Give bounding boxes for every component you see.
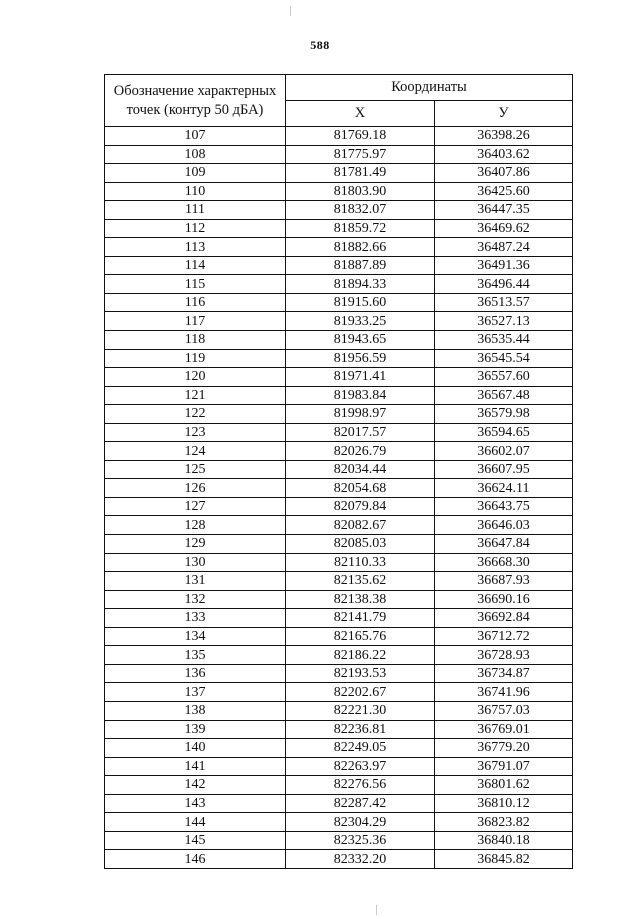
table-row [105, 627, 573, 646]
point-designation-header: Обозначение характерных точек (контур 50 дБА) [105, 75, 286, 127]
table-row [105, 164, 573, 183]
point-cell: 142 [105, 776, 286, 795]
y-coordinate-cell: 36407.86 [435, 164, 573, 183]
x-coordinate-cell: 81983.84 [286, 386, 435, 405]
table-row [105, 479, 573, 498]
x-coordinate-cell: 82325.36 [286, 831, 435, 850]
x-coordinate-cell: 82221.30 [286, 701, 435, 720]
table-row [105, 423, 573, 442]
point-cell: 137 [105, 683, 286, 702]
x-coordinate-cell: 81956.59 [286, 349, 435, 368]
table-row [105, 813, 573, 832]
point-cell: 118 [105, 331, 286, 350]
x-coordinate-cell: 82263.97 [286, 757, 435, 776]
table-row [105, 572, 573, 591]
table-row [105, 535, 573, 554]
x-coordinate-cell: 81894.33 [286, 275, 435, 294]
table-row [105, 460, 573, 479]
y-coordinate-cell: 36624.11 [435, 479, 573, 498]
point-cell: 124 [105, 442, 286, 461]
table-row [105, 368, 573, 387]
x-coordinate-cell: 82085.03 [286, 535, 435, 554]
point-cell: 110 [105, 182, 286, 201]
table-row [105, 720, 573, 739]
x-coordinate-cell: 82138.38 [286, 590, 435, 609]
y-coordinate-cell: 36567.48 [435, 386, 573, 405]
y-coordinate-cell: 36668.30 [435, 553, 573, 572]
table-row [105, 293, 573, 312]
table-row [105, 739, 573, 758]
x-coordinate-cell: 82026.79 [286, 442, 435, 461]
point-cell: 128 [105, 516, 286, 535]
point-cell: 145 [105, 831, 286, 850]
x-coordinate-cell: 81803.90 [286, 182, 435, 201]
table-row [105, 553, 573, 572]
point-cell: 132 [105, 590, 286, 609]
table-row [105, 516, 573, 535]
table-row [105, 776, 573, 795]
x-coordinate-cell: 81769.18 [286, 127, 435, 146]
scan-mark [290, 6, 291, 16]
x-coordinate-cell: 81859.72 [286, 219, 435, 238]
table-row [105, 331, 573, 350]
y-coordinate-cell: 36527.13 [435, 312, 573, 331]
y-coordinate-cell: 36823.82 [435, 813, 573, 832]
point-cell: 139 [105, 720, 286, 739]
y-coordinate-cell: 36447.35 [435, 201, 573, 220]
table-row [105, 238, 573, 257]
table-row [105, 590, 573, 609]
point-cell: 121 [105, 386, 286, 405]
table-row [105, 850, 573, 869]
table-header [105, 75, 573, 127]
point-cell: 119 [105, 349, 286, 368]
y-coordinate-cell: 36692.84 [435, 609, 573, 628]
y-coordinate-cell: 36840.18 [435, 831, 573, 850]
y-coordinate-cell: 36607.95 [435, 460, 573, 479]
y-coordinate-cell: 36513.57 [435, 293, 573, 312]
point-cell: 109 [105, 164, 286, 183]
x-coordinate-cell: 82276.56 [286, 776, 435, 795]
y-coordinate-cell: 36845.82 [435, 850, 573, 869]
y-coordinate-cell: 36403.62 [435, 145, 573, 164]
table-row [105, 405, 573, 424]
x-coordinate-cell: 81915.60 [286, 293, 435, 312]
point-cell: 120 [105, 368, 286, 387]
y-coordinate-cell: 36728.93 [435, 646, 573, 665]
y-coordinate-cell: 36810.12 [435, 794, 573, 813]
x-coordinate-cell: 82202.67 [286, 683, 435, 702]
y-coordinate-cell: 36690.16 [435, 590, 573, 609]
x-coordinate-cell: 82186.22 [286, 646, 435, 665]
y-coordinate-cell: 36646.03 [435, 516, 573, 535]
table-row [105, 757, 573, 776]
x-coordinate-cell: 81887.89 [286, 256, 435, 275]
x-coordinate-cell: 82110.33 [286, 553, 435, 572]
x-coordinate-cell: 82017.57 [286, 423, 435, 442]
point-cell: 127 [105, 497, 286, 516]
y-coordinate-cell: 36535.44 [435, 331, 573, 350]
y-coordinate-cell: 36769.01 [435, 720, 573, 739]
y-coordinate-cell: 36779.20 [435, 739, 573, 758]
y-coordinate-cell: 36496.44 [435, 275, 573, 294]
y-coordinate-cell: 36557.60 [435, 368, 573, 387]
table-row [105, 664, 573, 683]
y-coordinate-cell: 36734.87 [435, 664, 573, 683]
y-coordinate-cell: 36741.96 [435, 683, 573, 702]
y-coordinate-cell: 36801.62 [435, 776, 573, 795]
table-row [105, 349, 573, 368]
point-cell: 136 [105, 664, 286, 683]
table-row [105, 442, 573, 461]
point-cell: 122 [105, 405, 286, 424]
point-cell: 131 [105, 572, 286, 591]
point-cell: 113 [105, 238, 286, 257]
y-coordinate-cell: 36594.65 [435, 423, 573, 442]
point-cell: 134 [105, 627, 286, 646]
x-coordinate-cell: 82193.53 [286, 664, 435, 683]
x-coordinate-cell: 82141.79 [286, 609, 435, 628]
x-coordinate-cell: 82034.44 [286, 460, 435, 479]
table-row [105, 256, 573, 275]
table-body [105, 127, 573, 869]
table-row [105, 386, 573, 405]
x-coordinate-cell: 82054.68 [286, 479, 435, 498]
point-cell: 135 [105, 646, 286, 665]
point-cell: 117 [105, 312, 286, 331]
table-row [105, 831, 573, 850]
x-coordinate-cell: 81933.25 [286, 312, 435, 331]
point-cell: 144 [105, 813, 286, 832]
y-coordinate-cell: 36791.07 [435, 757, 573, 776]
table-row [105, 219, 573, 238]
x-coordinate-cell: 81998.97 [286, 405, 435, 424]
y-coordinate-cell: 36712.72 [435, 627, 573, 646]
point-cell: 146 [105, 850, 286, 869]
table-row [105, 312, 573, 331]
table-row [105, 497, 573, 516]
table-row [105, 794, 573, 813]
x-coordinate-cell: 82332.20 [286, 850, 435, 869]
y-coordinate-cell: 36647.84 [435, 535, 573, 554]
table-row [105, 145, 573, 164]
table-row [105, 609, 573, 628]
table-row [105, 127, 573, 146]
y-coordinate-cell: 36487.24 [435, 238, 573, 257]
x-coordinate-cell: 81971.41 [286, 368, 435, 387]
table-row [105, 275, 573, 294]
point-cell: 125 [105, 460, 286, 479]
point-cell: 112 [105, 219, 286, 238]
y-coordinate-cell: 36491.36 [435, 256, 573, 275]
table-row [105, 683, 573, 702]
x-coordinate-cell: 82135.62 [286, 572, 435, 591]
table-row [105, 646, 573, 665]
point-cell: 140 [105, 739, 286, 758]
point-cell: 115 [105, 275, 286, 294]
y-coordinate-cell: 36602.07 [435, 442, 573, 461]
x-column-header: Х [286, 101, 435, 127]
x-coordinate-cell: 82287.42 [286, 794, 435, 813]
coordinates-header: Координаты [286, 75, 573, 101]
y-coordinate-cell: 36643.75 [435, 497, 573, 516]
point-cell: 141 [105, 757, 286, 776]
point-cell: 129 [105, 535, 286, 554]
point-cell: 126 [105, 479, 286, 498]
y-coordinate-cell: 36579.98 [435, 405, 573, 424]
x-coordinate-cell: 82249.05 [286, 739, 435, 758]
x-coordinate-cell: 81781.49 [286, 164, 435, 183]
table-row [105, 201, 573, 220]
y-coordinate-cell: 36545.54 [435, 349, 573, 368]
point-cell: 114 [105, 256, 286, 275]
table-row [105, 701, 573, 720]
y-coordinate-cell: 36398.26 [435, 127, 573, 146]
coordinates-table [104, 74, 573, 869]
point-cell: 138 [105, 701, 286, 720]
point-cell: 107 [105, 127, 286, 146]
y-coordinate-cell: 36425.60 [435, 182, 573, 201]
y-coordinate-cell: 36469.62 [435, 219, 573, 238]
point-cell: 108 [105, 145, 286, 164]
y-coordinate-cell: 36757.03 [435, 701, 573, 720]
x-coordinate-cell: 81832.07 [286, 201, 435, 220]
y-coordinate-cell: 36687.93 [435, 572, 573, 591]
point-cell: 133 [105, 609, 286, 628]
x-coordinate-cell: 82236.81 [286, 720, 435, 739]
x-coordinate-cell: 82079.84 [286, 497, 435, 516]
x-coordinate-cell: 82304.29 [286, 813, 435, 832]
x-coordinate-cell: 81943.65 [286, 331, 435, 350]
x-coordinate-cell: 81775.97 [286, 145, 435, 164]
point-cell: 143 [105, 794, 286, 813]
y-column-header: У [435, 101, 573, 127]
x-coordinate-cell: 81882.66 [286, 238, 435, 257]
point-cell: 116 [105, 293, 286, 312]
x-coordinate-cell: 82165.76 [286, 627, 435, 646]
scan-mark [376, 905, 377, 915]
point-cell: 111 [105, 201, 286, 220]
table-row [105, 182, 573, 201]
point-cell: 130 [105, 553, 286, 572]
point-cell: 123 [105, 423, 286, 442]
page-number: 588 [310, 38, 330, 52]
x-coordinate-cell: 82082.67 [286, 516, 435, 535]
